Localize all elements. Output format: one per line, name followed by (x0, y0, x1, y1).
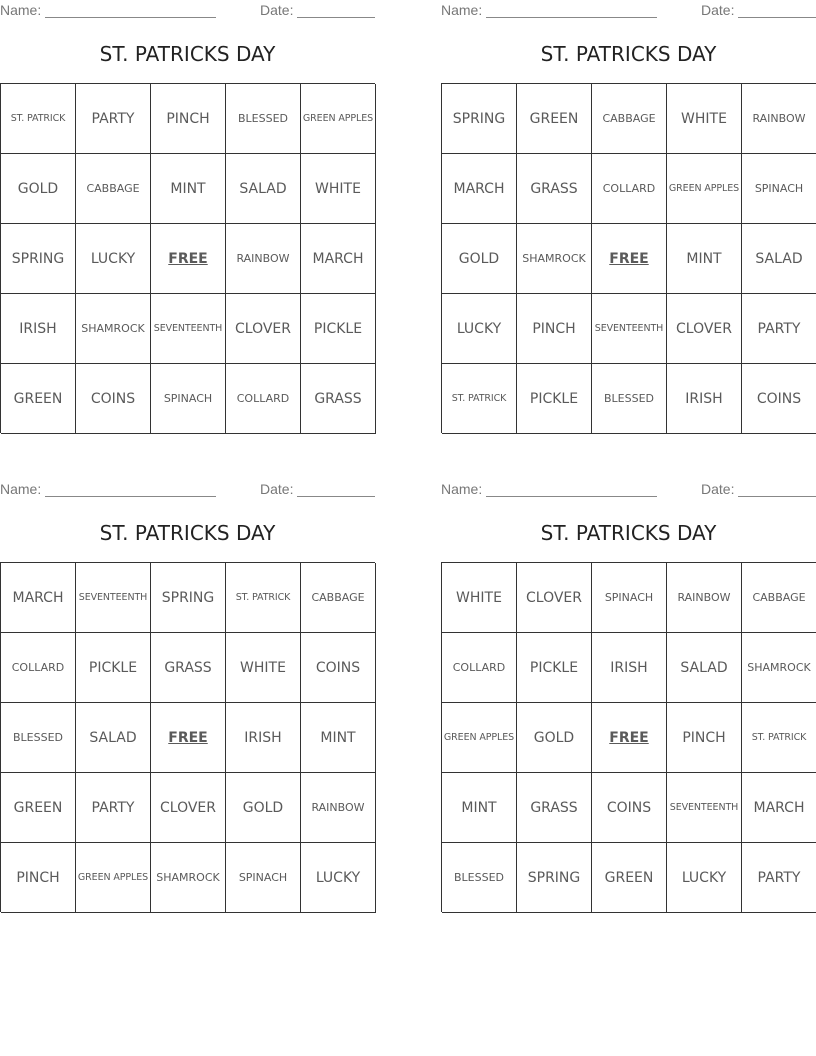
bingo-cell: WHITE (301, 154, 376, 224)
bingo-cell: BLESSED (442, 843, 517, 913)
bingo-cell: PICKLE (76, 633, 151, 703)
free-space: FREE (592, 224, 667, 294)
bingo-cell: MINT (667, 224, 742, 294)
bingo-cell: ST. PATRICK (226, 563, 301, 633)
bingo-cell: PARTY (742, 843, 816, 913)
card-title: ST. PATRICKS DAY (540, 42, 717, 66)
bingo-cell: GOLD (517, 703, 592, 773)
bingo-cell: SHAMROCK (742, 633, 816, 703)
bingo-cell: GRASS (517, 773, 592, 843)
name-line (45, 496, 216, 497)
bingo-cell: IRISH (226, 703, 301, 773)
free-space: FREE (592, 703, 667, 773)
bingo-cell: CABBAGE (742, 563, 816, 633)
bingo-cell: PINCH (1, 843, 76, 913)
name-line (486, 17, 657, 18)
date-label: Date: (701, 2, 735, 18)
bingo-cell: GOLD (442, 224, 517, 294)
bingo-cell: GRASS (151, 633, 226, 703)
bingo-cell: COLLARD (226, 364, 301, 434)
bingo-cell: GREEN APPLES (667, 154, 742, 224)
bingo-cell: GREEN (1, 773, 76, 843)
card-title: ST. PATRICKS DAY (99, 42, 276, 66)
bingo-cell: RAINBOW (226, 224, 301, 294)
bingo-cell: IRISH (1, 294, 76, 364)
bingo-cell: LUCKY (76, 224, 151, 294)
bingo-cell: SPRING (151, 563, 226, 633)
bingo-cell: COINS (742, 364, 816, 434)
bingo-cell: CABBAGE (301, 563, 376, 633)
bingo-cell: MARCH (1, 563, 76, 633)
bingo-cell: PARTY (76, 84, 151, 154)
name-label: Name: (0, 481, 42, 497)
bingo-cell: IRISH (592, 633, 667, 703)
bingo-cell: ST. PATRICK (742, 703, 816, 773)
bingo-cell: RAINBOW (667, 563, 742, 633)
bingo-cell: SHAMROCK (517, 224, 592, 294)
bingo-cell: RAINBOW (742, 84, 816, 154)
bingo-cell: SEVENTEENTH (151, 294, 226, 364)
bingo-cell: MINT (301, 703, 376, 773)
bingo-cell: IRISH (667, 364, 742, 434)
bingo-cell: GREEN APPLES (76, 843, 151, 913)
card-header (441, 0, 816, 22)
name-line (486, 496, 657, 497)
bingo-cell: SHAMROCK (151, 843, 226, 913)
bingo-cell: SPRING (1, 224, 76, 294)
bingo-cell: SPINACH (742, 154, 816, 224)
name-label: Name: (441, 2, 483, 18)
bingo-cell: ST. PATRICK (442, 364, 517, 434)
bingo-cell: GRASS (301, 364, 376, 434)
date-label: Date: (260, 2, 294, 18)
bingo-cell: SEVENTEENTH (592, 294, 667, 364)
bingo-cell: GOLD (226, 773, 301, 843)
card-header (441, 479, 816, 501)
bingo-card-4 (441, 479, 816, 912)
bingo-cell: BLESSED (592, 364, 667, 434)
bingo-cell: RAINBOW (301, 773, 376, 843)
bingo-cell: SEVENTEENTH (76, 563, 151, 633)
bingo-cell: SEVENTEENTH (667, 773, 742, 843)
card-title: ST. PATRICKS DAY (540, 521, 717, 545)
bingo-cell: PARTY (742, 294, 816, 364)
bingo-cell: MARCH (442, 154, 517, 224)
bingo-cell: BLESSED (1, 703, 76, 773)
bingo-card-3 (0, 479, 375, 912)
bingo-cell: PICKLE (517, 364, 592, 434)
bingo-cell: SPRING (442, 84, 517, 154)
date-label: Date: (701, 481, 735, 497)
bingo-cell: COINS (592, 773, 667, 843)
bingo-cell: SALAD (76, 703, 151, 773)
card-title: ST. PATRICKS DAY (99, 521, 276, 545)
name-label: Name: (441, 481, 483, 497)
bingo-cell: MINT (442, 773, 517, 843)
date-line (297, 496, 375, 497)
bingo-cell: MARCH (301, 224, 376, 294)
bingo-cell: SALAD (742, 224, 816, 294)
free-space: FREE (151, 703, 226, 773)
bingo-cell: COLLARD (1, 633, 76, 703)
bingo-grid (441, 562, 816, 912)
bingo-card-2 (441, 0, 816, 433)
bingo-cell: COLLARD (592, 154, 667, 224)
bingo-cell: WHITE (226, 633, 301, 703)
bingo-cell: PARTY (76, 773, 151, 843)
card-header (0, 479, 375, 501)
bingo-cell: PINCH (667, 703, 742, 773)
bingo-cell: CLOVER (517, 563, 592, 633)
bingo-card-1 (0, 0, 375, 433)
bingo-cell: COLLARD (442, 633, 517, 703)
bingo-grid (0, 562, 375, 912)
bingo-cell: GRASS (517, 154, 592, 224)
bingo-cell: PINCH (517, 294, 592, 364)
bingo-cell: MINT (151, 154, 226, 224)
bingo-cell: PICKLE (517, 633, 592, 703)
bingo-cell: SALAD (667, 633, 742, 703)
name-line (45, 17, 216, 18)
bingo-cell: GOLD (1, 154, 76, 224)
bingo-cell: BLESSED (226, 84, 301, 154)
date-line (297, 17, 375, 18)
bingo-grid (441, 83, 816, 433)
bingo-cell: CLOVER (667, 294, 742, 364)
date-line (738, 17, 816, 18)
date-line (738, 496, 816, 497)
bingo-cell: MARCH (742, 773, 816, 843)
bingo-cell: ST. PATRICK (1, 84, 76, 154)
bingo-cell: CABBAGE (592, 84, 667, 154)
bingo-cell: CLOVER (151, 773, 226, 843)
bingo-cell: CABBAGE (76, 154, 151, 224)
bingo-cell: GREEN (1, 364, 76, 434)
bingo-cell: WHITE (667, 84, 742, 154)
bingo-cell: LUCKY (442, 294, 517, 364)
date-label: Date: (260, 481, 294, 497)
card-header (0, 0, 375, 22)
bingo-cell: SPINACH (151, 364, 226, 434)
bingo-grid (0, 83, 375, 433)
bingo-cell: SHAMROCK (76, 294, 151, 364)
free-space: FREE (151, 224, 226, 294)
bingo-cell: GREEN (592, 843, 667, 913)
bingo-cell: WHITE (442, 563, 517, 633)
bingo-cell: SPINACH (592, 563, 667, 633)
bingo-cell: GREEN APPLES (442, 703, 517, 773)
bingo-cell: SALAD (226, 154, 301, 224)
bingo-cell: PICKLE (301, 294, 376, 364)
bingo-cell: LUCKY (301, 843, 376, 913)
bingo-cell: CLOVER (226, 294, 301, 364)
bingo-cell: SPINACH (226, 843, 301, 913)
name-label: Name: (0, 2, 42, 18)
bingo-cell: GREEN (517, 84, 592, 154)
bingo-cell: PINCH (151, 84, 226, 154)
bingo-cell: COINS (301, 633, 376, 703)
bingo-cell: SPRING (517, 843, 592, 913)
bingo-cell: LUCKY (667, 843, 742, 913)
bingo-cell: COINS (76, 364, 151, 434)
bingo-cell: GREEN APPLES (301, 84, 376, 154)
